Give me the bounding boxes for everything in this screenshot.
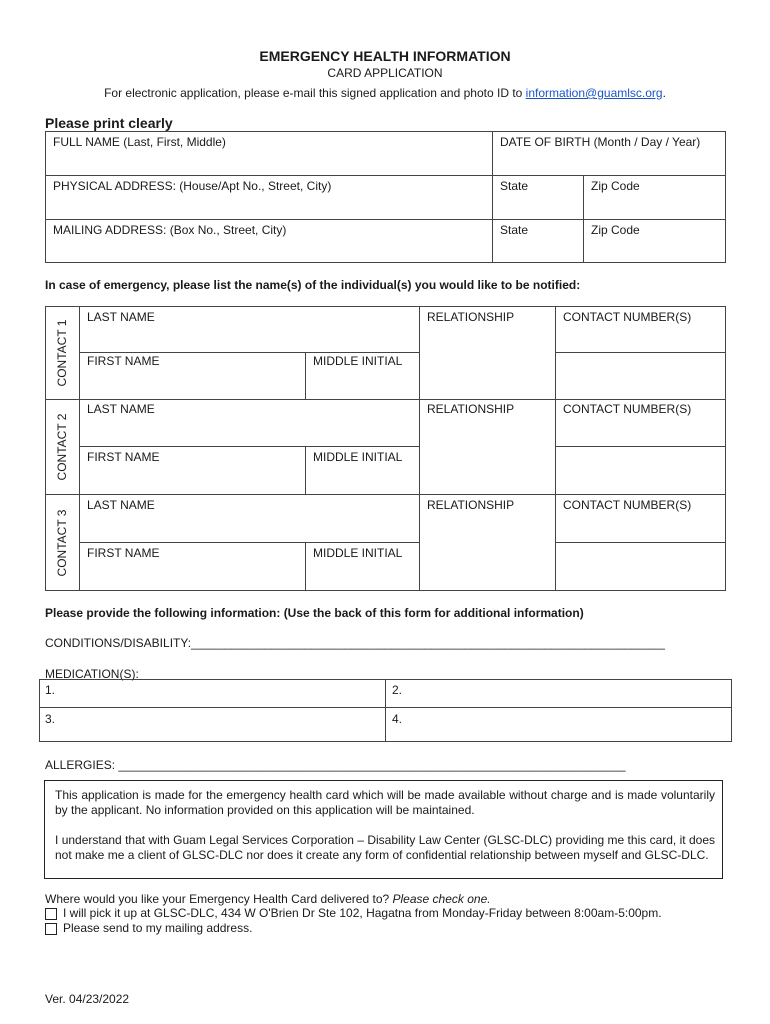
middle-initial-label: MIDDLE INITIAL: [313, 450, 403, 464]
contact-2-first-name[interactable]: [79, 446, 306, 495]
contact-3-label: CONTACT 3: [55, 509, 69, 577]
middle-initial-label: MIDDLE INITIAL: [313, 546, 403, 560]
form-title: EMERGENCY HEALTH INFORMATION: [259, 48, 511, 64]
instruction-suffix: .: [662, 86, 666, 100]
form-subtitle: CARD APPLICATION: [327, 66, 443, 80]
zip-label: Zip Code: [591, 223, 640, 237]
med-number: 4.: [392, 712, 403, 726]
instruction-text: For electronic application, please e-mail this signed application and photo ID to: [104, 86, 523, 100]
dob-field[interactable]: [492, 131, 726, 176]
contact-numbers-label: CONTACT NUMBER(S): [563, 310, 692, 324]
last-name-label: LAST NAME: [87, 498, 155, 512]
med-number: 2.: [392, 683, 403, 697]
mailing-state-field[interactable]: [492, 219, 584, 263]
medication-3-field[interactable]: [39, 707, 386, 742]
middle-initial-label: MIDDLE INITIAL: [313, 354, 403, 368]
mailing-zip-field[interactable]: [583, 219, 726, 263]
contact-1-middle-initial[interactable]: [305, 352, 420, 400]
pickup-option-label: I will pick it up at GLSC-DLC, 434 W O'Brien Dr Ste 102, Hagatna from Monday-Friday between 8:00am-5:00pm.: [63, 906, 662, 920]
contact-1-number-2[interactable]: [555, 352, 726, 400]
contact-1-relationship[interactable]: [419, 306, 556, 400]
state-label: State: [500, 179, 529, 193]
contact-1-number-1[interactable]: [555, 306, 726, 353]
contact-2-label: CONTACT 2: [55, 413, 69, 481]
contact-2-last-name[interactable]: [79, 399, 420, 447]
medication-label: MEDICATION(S):: [45, 667, 139, 681]
mailing-address-label: MAILING ADDRESS: (Box No., Street, City): [53, 223, 287, 237]
zip-label: Zip Code: [591, 179, 640, 193]
contact-2-middle-initial[interactable]: [305, 446, 420, 495]
section-title: Please print clearly: [45, 115, 173, 131]
contact-2-number-2[interactable]: [555, 446, 726, 495]
contact-3-number-1[interactable]: [555, 494, 726, 543]
contact-1-first-name[interactable]: [79, 352, 306, 400]
contact-3-first-name[interactable]: [79, 542, 306, 591]
notice-paragraph-1: This application is made for the emergency health card which will be made available without charge and is made voluntarily by the applicant. No information provided on this application will be maintained.: [55, 788, 715, 817]
version-label: Ver. 04/23/2022: [45, 992, 130, 1006]
contact-3-relationship[interactable]: [419, 494, 556, 591]
contact-3-last-name[interactable]: [79, 494, 420, 543]
mail-checkbox[interactable]: [45, 923, 57, 935]
last-name-label: LAST NAME: [87, 310, 155, 324]
contact-1-last-name[interactable]: [79, 306, 420, 353]
contact-3-middle-initial[interactable]: [305, 542, 420, 591]
relationship-label: RELATIONSHIP: [427, 310, 515, 324]
contact-numbers-label: CONTACT NUMBER(S): [563, 498, 692, 512]
first-name-label: FIRST NAME: [87, 546, 160, 560]
full-name-field[interactable]: [45, 131, 493, 176]
relationship-label: RELATIONSHIP: [427, 402, 515, 416]
relationship-label: RELATIONSHIP: [427, 498, 515, 512]
pickup-checkbox[interactable]: [45, 908, 57, 920]
contact-1-label: CONTACT 1: [55, 319, 69, 387]
med-number: 1.: [45, 683, 56, 697]
first-name-label: FIRST NAME: [87, 354, 160, 368]
full-name-label: FULL NAME (Last, First, Middle): [53, 135, 226, 149]
dob-label: DATE OF BIRTH (Month / Day / Year): [500, 135, 701, 149]
medication-1-field[interactable]: [39, 679, 386, 708]
delivery-question: [45, 892, 491, 906]
med-number: 3.: [45, 712, 56, 726]
notice-box: [44, 780, 723, 879]
email-instruction: [0, 86, 770, 100]
notice-paragraph-2: I understand that with Guam Legal Services Corporation – Disability Law Center (GLSC-DLC) providing me this card, it does not make me a client of GLSC-DLC nor does it create any form of confidential relationship between myself and GLSC-DLC.: [55, 833, 715, 862]
last-name-label: LAST NAME: [87, 402, 155, 416]
info-heading: Please provide the following information: (Use the back of this form for additional information): [45, 606, 584, 620]
email-link[interactable]: information@guamlsc.org: [525, 86, 663, 100]
allergies-field[interactable]: ALLERGIES: ____________________________________________________________________________: [45, 758, 626, 772]
conditions-field[interactable]: CONDITIONS/DISABILITY:_______________________________________________________________________: [45, 636, 665, 650]
first-name-label: FIRST NAME: [87, 450, 160, 464]
contact-2-number-1[interactable]: [555, 399, 726, 447]
state-label: State: [500, 223, 529, 237]
physical-address-label: PHYSICAL ADDRESS: (House/Apt No., Street, City): [53, 179, 332, 193]
contact-3-number-2[interactable]: [555, 542, 726, 591]
delivery-question-hint: Please check one.: [392, 892, 491, 906]
contact-2-relationship[interactable]: [419, 399, 556, 495]
mailing-address-field[interactable]: [45, 219, 493, 263]
contact-numbers-label: CONTACT NUMBER(S): [563, 402, 692, 416]
delivery-question-text: Where would you like your Emergency Health Card delivered to?: [45, 892, 390, 906]
emergency-heading: In case of emergency, please list the name(s) of the individual(s) you would like to be notified:: [45, 278, 581, 292]
physical-address-field[interactable]: [45, 175, 493, 220]
physical-zip-field[interactable]: [583, 175, 726, 220]
physical-state-field[interactable]: [492, 175, 584, 220]
mail-option-label: Please send to my mailing address.: [63, 921, 253, 935]
medication-4-field[interactable]: [385, 707, 732, 742]
medication-2-field[interactable]: [385, 679, 732, 708]
